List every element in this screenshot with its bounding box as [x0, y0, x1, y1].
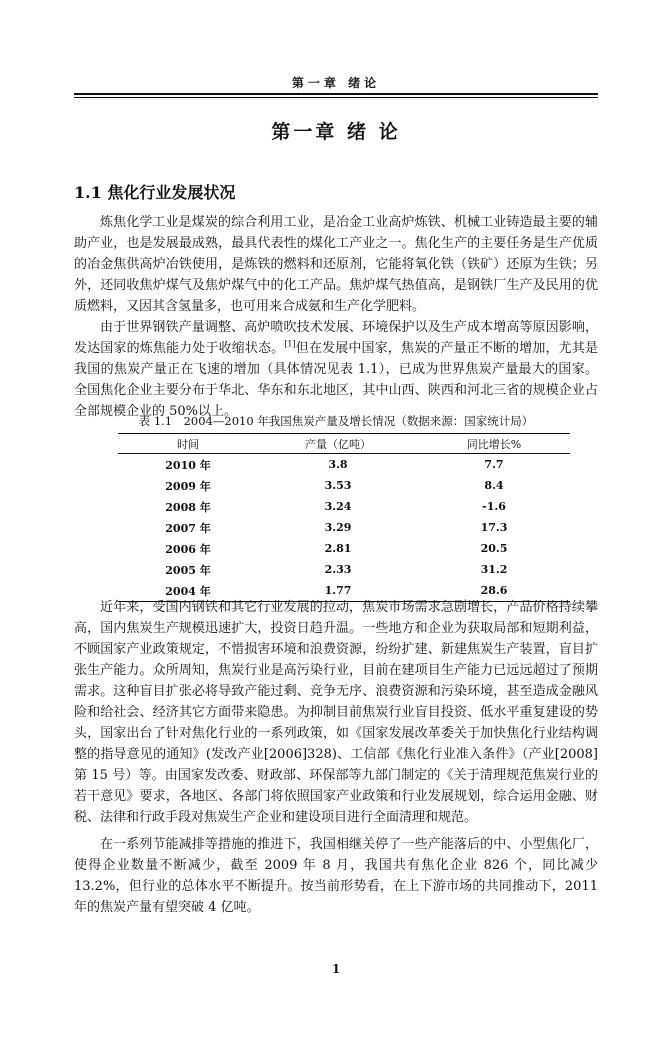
- table-caption: 表 1.1 2004—2010 年我国焦炭产量及增长情况（数据来源：国家统计局）: [138, 414, 534, 428]
- section-title: 1.1 焦化行业发展状况: [74, 183, 236, 202]
- paragraph-4: 在一系列节能减排等措施的推进下，我国相继关停了一些产能落后的中、小型焦化厂，使得企业数量不断减少，截至 2009 年 8 月，我国共有焦化企业 826 个，同比减少13.2%，但行业的总体水平不断提升。按当前形势看，在上下游市场的共同推动下，2011年的焦炭产量有望突破 4 亿吨。: [74, 837, 598, 915]
- table-header-row: [118, 434, 570, 454]
- chapter-title: 第一章 绪 论: [271, 121, 401, 143]
- cell-year: 2005 年: [165, 563, 211, 577]
- paragraph-2-text-b: 但在发展中国家，焦炭的产量正不断的增加，尤其是我国的焦炭产量正在飞速的增加（具体情况见表 1.1），已成为世界焦炭产量最大的国家。全国焦化企业主要分布于华北、华东和东北地区，其中山西、陕西和河北三省的规模企业占全部规模企业的 50%以上。: [74, 341, 598, 419]
- cell-growth: -1.6: [482, 500, 506, 513]
- cell-year: 2006 年: [165, 542, 211, 556]
- paragraph-1: 炼焦化学工业是煤炭的综合利用工业，是冶金工业高炉炼铁、机械工业铸造最主要的辅助产业，也是发展最成熟，最具代表性的煤化工产业之一。焦化生产的主要任务是生产优质的冶金焦供高炉冶铁使用，是炼铁的燃料和还原剂，它能将氧化铁（铁矿）还原为生铁；另外，还同收焦炉煤气及焦炉煤气中的化工产品。焦炉煤气热值高，是钢铁厂生产及民用的优质燃料，又因其含氢量多，也可用来合成氨和生产化学肥料。: [74, 215, 598, 314]
- cell-output: 3.29: [324, 521, 352, 534]
- header-rule: [74, 93, 598, 95]
- page-number: 1: [331, 962, 341, 976]
- cell-year: 2010 年: [165, 458, 211, 472]
- cell-growth: 17.3: [480, 521, 508, 534]
- cell-growth: 20.5: [480, 542, 508, 555]
- cell-output: 3.53: [324, 479, 352, 492]
- table-row: [118, 454, 570, 476]
- header-rule-thin: [74, 97, 598, 98]
- cell-year: 2009 年: [165, 479, 211, 493]
- cell-output: 3.24: [324, 500, 352, 513]
- cell-growth: 7.7: [484, 458, 504, 471]
- cell-year: 2008 年: [165, 500, 211, 514]
- table-row: [118, 475, 570, 496]
- cell-growth: 8.4: [484, 479, 504, 492]
- column-header-time: 时间: [118, 434, 258, 454]
- cell-year: 2007 年: [165, 521, 211, 535]
- cell-output: 2.33: [324, 563, 352, 576]
- cell-year: 2004 年: [118, 580, 258, 602]
- citation-ref: [1]: [284, 339, 296, 349]
- column-header-output: 产量（亿吨）: [258, 434, 418, 454]
- paragraph-2-text-a: 由于世界钢铁产量调整、高炉喷吹技术发展、环境保护以及生产成本增高等原因影响，发达国家的炼焦能力处于收缩状态。: [74, 320, 598, 356]
- paragraph-2: [74, 317, 598, 422]
- table-row: [118, 517, 570, 538]
- cell-output: 3.8: [328, 458, 348, 471]
- table-row: [118, 559, 570, 580]
- cell-output: 2.81: [324, 542, 352, 555]
- cell-output: 1.77: [258, 580, 418, 602]
- column-header-growth: 同比增长%: [418, 434, 570, 454]
- running-header: 第一章 绪论: [291, 76, 381, 90]
- table-row: [118, 496, 570, 517]
- cell-growth: 31.2: [480, 563, 508, 576]
- coke-production-table: [118, 433, 570, 602]
- table-row: [118, 538, 570, 559]
- paragraph-3: 近年来，受国内钢铁和其它行业发展的拉动，焦炭市场需求急剧增长，产品价格持续攀高，国内焦炭生产规模迅速扩大，投资日趋升温。一些地方和企业为获取局部和短期利益，不顾国家产业政策规定，不惜损害环境和浪费资源，纷纷扩建、新建焦炭生产装置，盲目扩张生产能力。众所周知，焦炭行业是高污染行业，目前在建项目生产能力已远远超过了预期需求。这种盲目扩张必将导致产能过剩、竞争无序、浪费资源和污染环境，甚至造成金融风险和给社会、经济其它方面带来隐患。为抑制目前焦炭行业盲目投资、低水平重复建设的势头，国家出台了针对焦化行业的一系列政策，如《国家发展改革委关于加快焦化行业结构调整的指导意见的通知》(发改产业[2006]328)、工信部《焦化行业准入条件》（产业[2008]第 15 号）等。由国家发改委、财政部、环保部等九部门制定的《关于清理规范焦炭行业的若干意见》要求，各地区、各部门将依照国家产业政策和行业发展规划，综合运用金融、财税、法律和行政手段对焦炭生产企业和建设项目进行全面清理和规范。: [74, 600, 598, 825]
- cell-growth: 28.6: [418, 580, 570, 602]
